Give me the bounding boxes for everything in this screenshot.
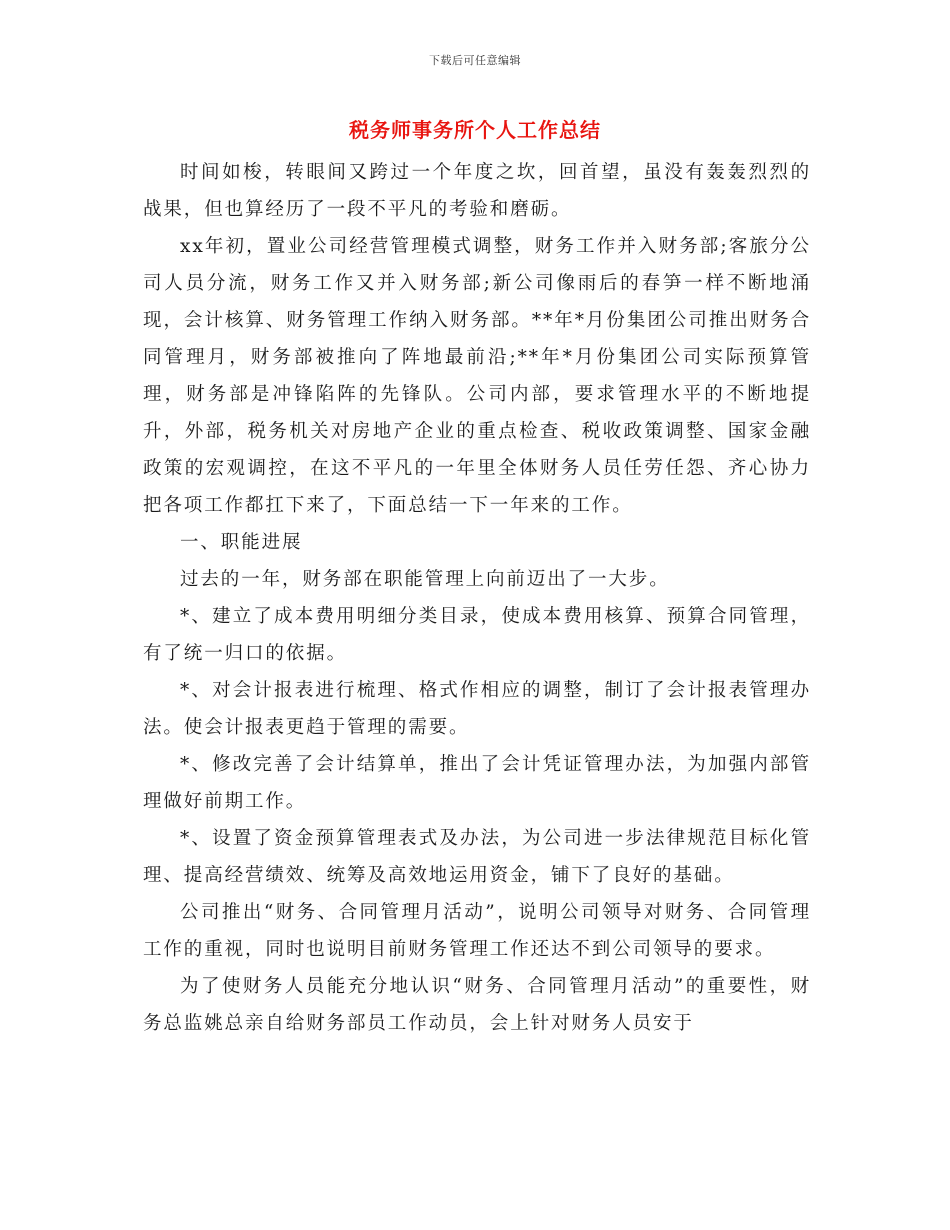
paragraph: 时间如梭，转眼间又跨过一个年度之坎，回首望，虽没有轰轰烈烈的战果，但也算经历了一段不平凡的考验和磨砺。 (143, 162, 811, 220)
paragraph: 过去的一年，财务部在职能管理上向前迈出了一大步。 (180, 569, 670, 590)
paragraph: 公司推出“财务、合同管理月活动”，说明公司领导对财务、合同管理工作的重视，同时也说明目前财务管理工作还达不到公司领导的要求。 (143, 902, 811, 960)
list-item: *、对会计报表进行梳理、格式作相应的调整，制订了会计报表管理办法。使会计报表更趋于管理的需要。 (143, 680, 811, 738)
document-body (143, 154, 811, 1042)
list-item: *、修改完善了会计结算单，推出了会计凭证管理办法，为加强内部管理做好前期工作。 (143, 754, 811, 812)
section-heading: 一、职能进展 (180, 532, 303, 553)
list-item: *、建立了成本费用明细分类目录，使成本费用核算、预算合同管理，有了统一归口的依据。 (143, 606, 811, 664)
document-title: 税务师事务所个人工作总结 (349, 118, 601, 142)
list-item: *、设置了资金预算管理表式及办法，为公司进一步法律规范目标化管理、提高经营绩效、统筹及高效地运用资金，铺下了良好的基础。 (143, 828, 811, 886)
header-note: 下载后可任意编辑 (429, 54, 521, 67)
paragraph: 为了使财务人员能充分地认识“财务、合同管理月活动”的重要性，财务总监姚总亲自给财务部员工作动员，会上针对财务人员安于 (143, 976, 811, 1034)
paragraph: xx年初，置业公司经营管理模式调整，财务工作并入财务部;客旅分公司人员分流，财务工作又并入财务部;新公司像雨后的春笋一样不断地涌现，会计核算、财务管理工作纳入财务部。**年*月份集团公司推出财务合同管理月，财务部被推向了阵地最前沿;**年*月份集团公司实际预算管理，财务部是冲锋陷阵的先锋队。公司内部，要求管理水平的不断地提升，外部，税务机关对房地产企业的重点检查、税收政策调整、国家金融政策的宏观调控，在这不平凡的一年里全体财务人员任劳任怨、齐心协力把各项工作都扛下来了，下面总结一下一年来的工作。 (143, 236, 811, 516)
